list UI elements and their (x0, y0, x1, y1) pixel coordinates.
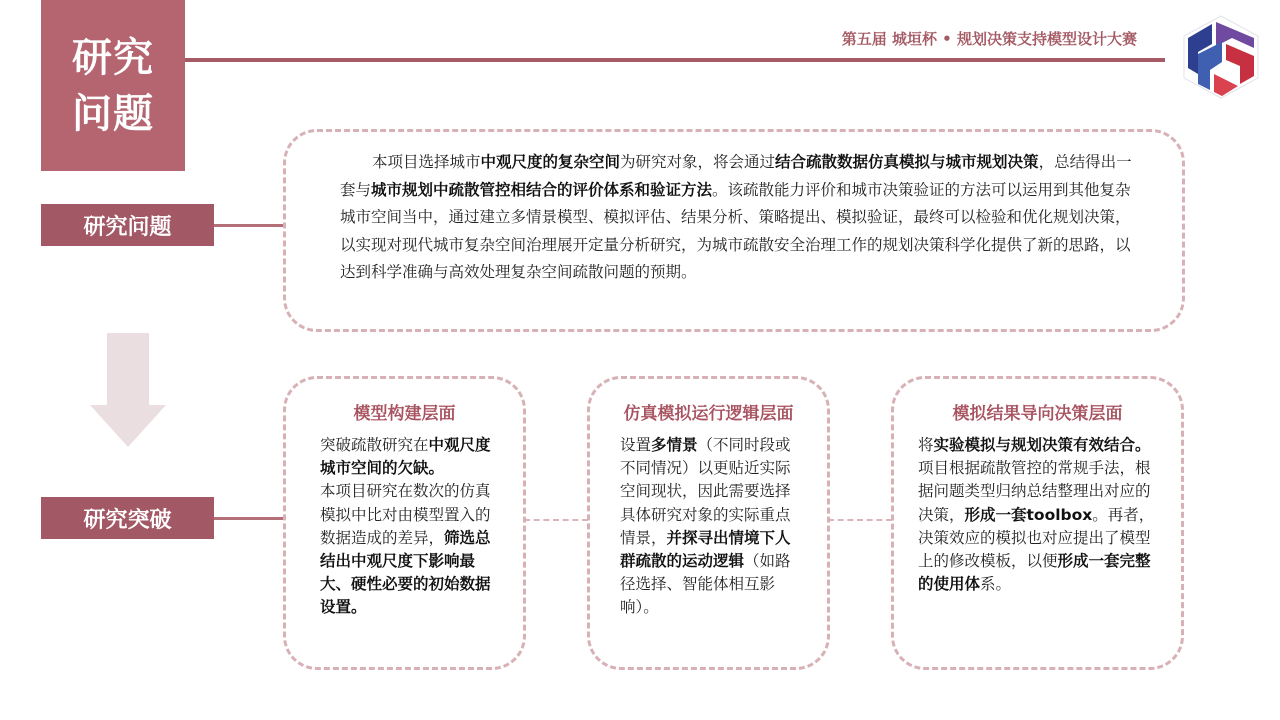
competition-title: 第五届 城垣杯 • 规划决策支持模型设计大赛 (841, 30, 1137, 48)
text-emphasis: 中观尺度的复杂空间 (480, 153, 621, 171)
text-segment: （不同时段或不同情况）以更贴近实际空间现状，因此需要选择具体研究对象的实际重点情景， (620, 436, 791, 547)
text-segment: 项目根据疏散管控的常规手法，根据问题类型归纳总结整理出对应的决策， (918, 459, 1151, 524)
text-segment: 。该疏散能力评价和城市决策验证的方法可以运用到其他复杂城市空间当中，通过建立多情景模型、模拟评估、结果分析、策略提出、模拟验证，最终可以检验和优化规划决策，以实现对现代城市复杂空间治理展开定量分析研究，为城市疏散安全治理工作的规划决策科学化提供了新的思路，以达到科学准确与高效处理复杂空间疏散问题的预期。 (340, 180, 1131, 282)
card-title: 仿真模拟运行逻辑层面 (623, 404, 794, 424)
text-segment: 为研究对象，将会通过 (620, 153, 776, 171)
text-emphasis: 多情景 (651, 436, 698, 454)
text-emphasis: 城市规划中疏散管控相结合的评价体系和验证方法 (371, 180, 713, 199)
text-emphasis: 并探寻出情境下人群疏散的运动逻辑 (620, 528, 791, 571)
text-segment: 本项目研究在数次的仿真模拟中比对由模型置入的数据造成的差异， (320, 482, 491, 547)
text-emphasis: 结合疏散数据仿真模拟与城市规划决策 (775, 153, 1039, 171)
text-segment: （如路径选择、智能体相互影响）。 (620, 552, 791, 617)
side-connector-line (214, 224, 284, 227)
page-title-line1: 研究 (72, 34, 154, 81)
card-body (918, 434, 1158, 596)
card-title: 模拟结果导向决策层面 (952, 404, 1123, 424)
page-title-block (41, 0, 185, 171)
card-connector (828, 519, 892, 521)
text-segment: 系。 (980, 575, 1012, 594)
side-connector-line (214, 517, 284, 520)
down-arrow-icon (90, 333, 166, 447)
text-segment: 将 (918, 436, 934, 454)
side-label-research-question: 研究问题 (41, 204, 214, 246)
side-label-breakthrough: 研究突破 (41, 497, 214, 539)
text-segment: ，总结得出一套与 (340, 153, 1132, 199)
text-emphasis: 实验模拟与规划决策有效结合。 (933, 436, 1151, 454)
text-segment: 本项目选择城市 (372, 153, 481, 171)
text-emphasis: 形成一套完整的使用体 (918, 552, 1151, 594)
card-connector (524, 519, 588, 521)
page-title-line2: 问题 (72, 90, 154, 137)
card-body (320, 434, 504, 620)
text-segment: 设置 (620, 436, 652, 454)
card-body (620, 434, 796, 620)
text-emphasis: 中观尺度城市空间的欠缺。 (320, 436, 491, 478)
research-question-text (340, 149, 1145, 287)
text-emphasis: 形成一套toolbox (964, 505, 1093, 524)
header-divider (185, 58, 1165, 62)
text-segment: 突破疏散研究在 (320, 436, 429, 454)
city-cup-logo-icon (1182, 14, 1260, 100)
text-segment: 。再者，决策效应的模拟也对应提出了模型上的修改模板，以便 (918, 505, 1155, 571)
card-title: 模型构建层面 (353, 404, 456, 424)
text-emphasis: 筛选总结出中观尺度下影响最大、硬性必要的初始数据设置。 (320, 528, 491, 617)
